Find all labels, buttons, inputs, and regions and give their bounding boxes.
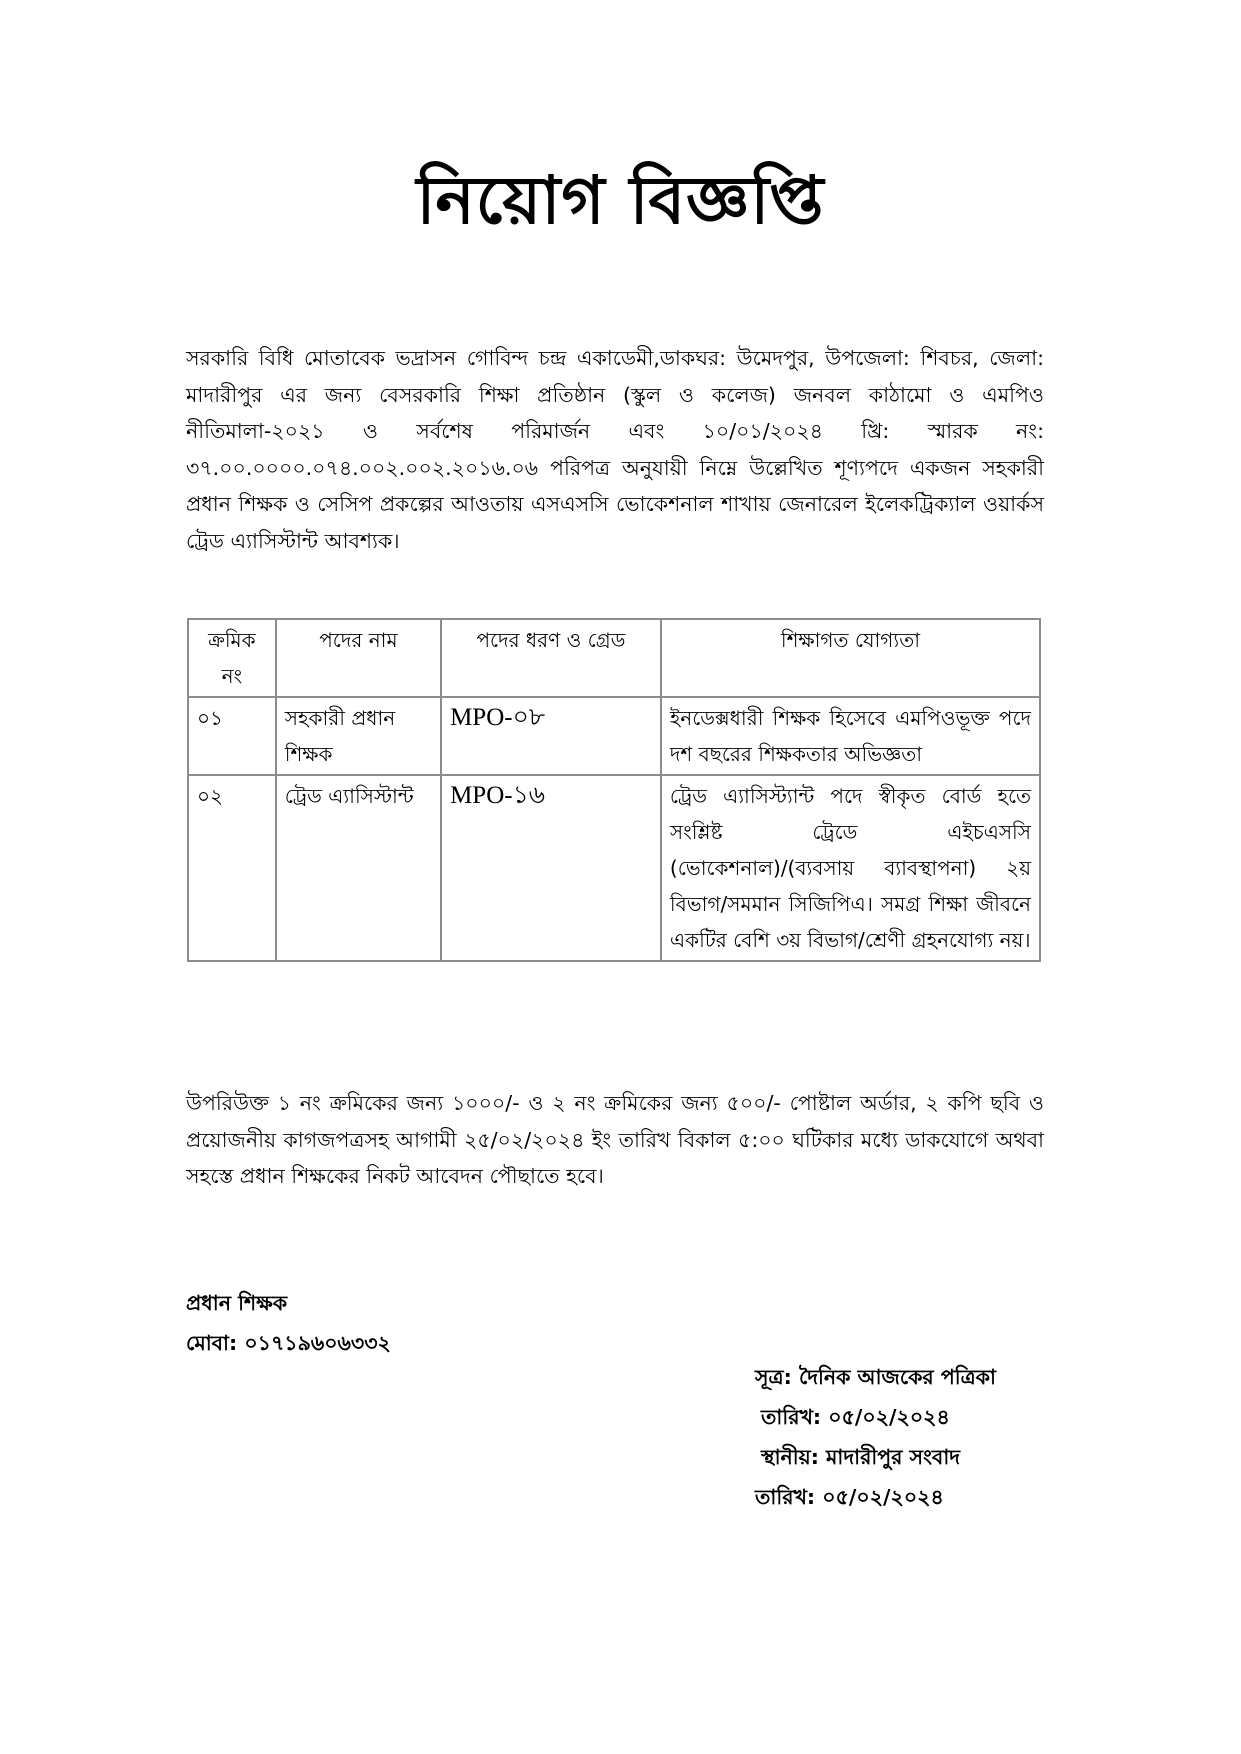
signatory-block (186, 1283, 391, 1363)
table-row (188, 775, 1040, 961)
notice-title: নিয়োগ বিজ্ঞপ্তি (416, 162, 825, 239)
cell-qualification: ট্রেড এ্যাসিস্ট্যান্ট পদে স্বীকৃত বোর্ড হতে সংশ্লিষ্ট ট্রেডে এইচএসসি (ভোকেশনাল)/(ব্যবসায় ব্যাবস্থাপনা) ২য় বিভাগ/সমমান সিজিপিএ। সমগ্র শিক্ষা জীবনে একটির বেশি ৩য় বিভাগ/শ্রেণী গ্রহনযোগ্য নয়। (661, 775, 1040, 961)
table-row (188, 697, 1040, 775)
cell-post: ট্রেড এ্যাসিস্টান্ট (276, 775, 441, 961)
cell-serial: ০২ (188, 775, 276, 961)
cell-post: সহকারী প্রধান শিক্ষক (276, 697, 441, 775)
header-grade: পদের ধরণ ও গ্রেড (441, 619, 661, 697)
source-newspaper: সূত্র: দৈনিক আজকের পত্রিকা (755, 1365, 996, 1389)
header-serial: ক্রমিক নং (188, 619, 276, 697)
vacancy-table (187, 618, 1041, 962)
cell-grade: MPO-০৮ (441, 697, 661, 775)
header-post: পদের নাম (276, 619, 441, 697)
cell-serial: ০১ (188, 697, 276, 775)
cell-grade: MPO-১৬ (441, 775, 661, 961)
source-block (755, 1357, 996, 1517)
signatory-mobile: মোবা: ০১৭১৯৬০৬৩৩২ (186, 1331, 391, 1355)
source-date-1: তারিখ: ০৫/০২/২০২৪ (761, 1405, 950, 1429)
source-local: স্থানীয়: মাদারীপুর সংবাদ (761, 1445, 961, 1469)
cell-qualification: ইনডেক্সধারী শিক্ষক হিসেবে এমপিওভূক্ত পদে দশ বছরের শিক্ষকতার অভিজ্ঞতা (661, 697, 1040, 775)
intro-paragraph: সরকারি বিধি মোতাবেক ভদ্রাসন গোবিন্দ চন্দ্র একাডেমী,ডাকঘর: উমেদপুর, উপজেলা: শিবচর, জেলা: মাদারীপুর এর জন্য বেসরকারি শিক্ষা প্রতিষ্ঠান (স্কুল ও কলেজ) জনবল কাঠামো ও এমপিও নীতিমালা-২০২১ ও সর্বশেষ পরিমার্জন এবং ১০/০১/২০২৪ খ্রি: স্মারক নং: ৩৭.০০.০০০০.০৭৪.০০২.০০২.২০১৬.০৬ পরিপত্র অনুযায়ী নিম্নে উল্লেখিত শূণ্যপদে একজন সহকারী প্রধান শিক্ষক ও সেসিপ প্রকল্পের আওতায় এসএসসি ভোকেশনাল শাখায় জেনারেল ইলেকট্রিক্যাল ওয়ার্কস ট্রেড এ্যাসিস্টান্ট আবশ্যক। (186, 346, 1044, 553)
signatory-role: প্রধান শিক্ষক (186, 1291, 288, 1315)
instructions-paragraph: উপরিউক্ত ১ নং ক্রমিকের জন্য ১০০০/- ও ২ নং ক্রমিকের জন্য ৫০০/- পোষ্টাল অর্ডার, ২ কপি ছবি ও প্রয়োজনীয় কাগজপত্রসহ আগামী ২৫/০২/২০২৪ ইং তারিখ বিকাল ৫:০০ ঘটিকার মধ্যে ডাকযোগে অথবা সহস্তে প্রধান শিক্ষকের নিকট আবেদন পৌছাতে হবে। (186, 1091, 1044, 1188)
table-header-row (188, 619, 1040, 697)
header-qualification: শিক্ষাগত যোগ্যতা (661, 619, 1040, 697)
source-date-2: তারিখ: ০৫/০২/২০২৪ (755, 1485, 944, 1509)
